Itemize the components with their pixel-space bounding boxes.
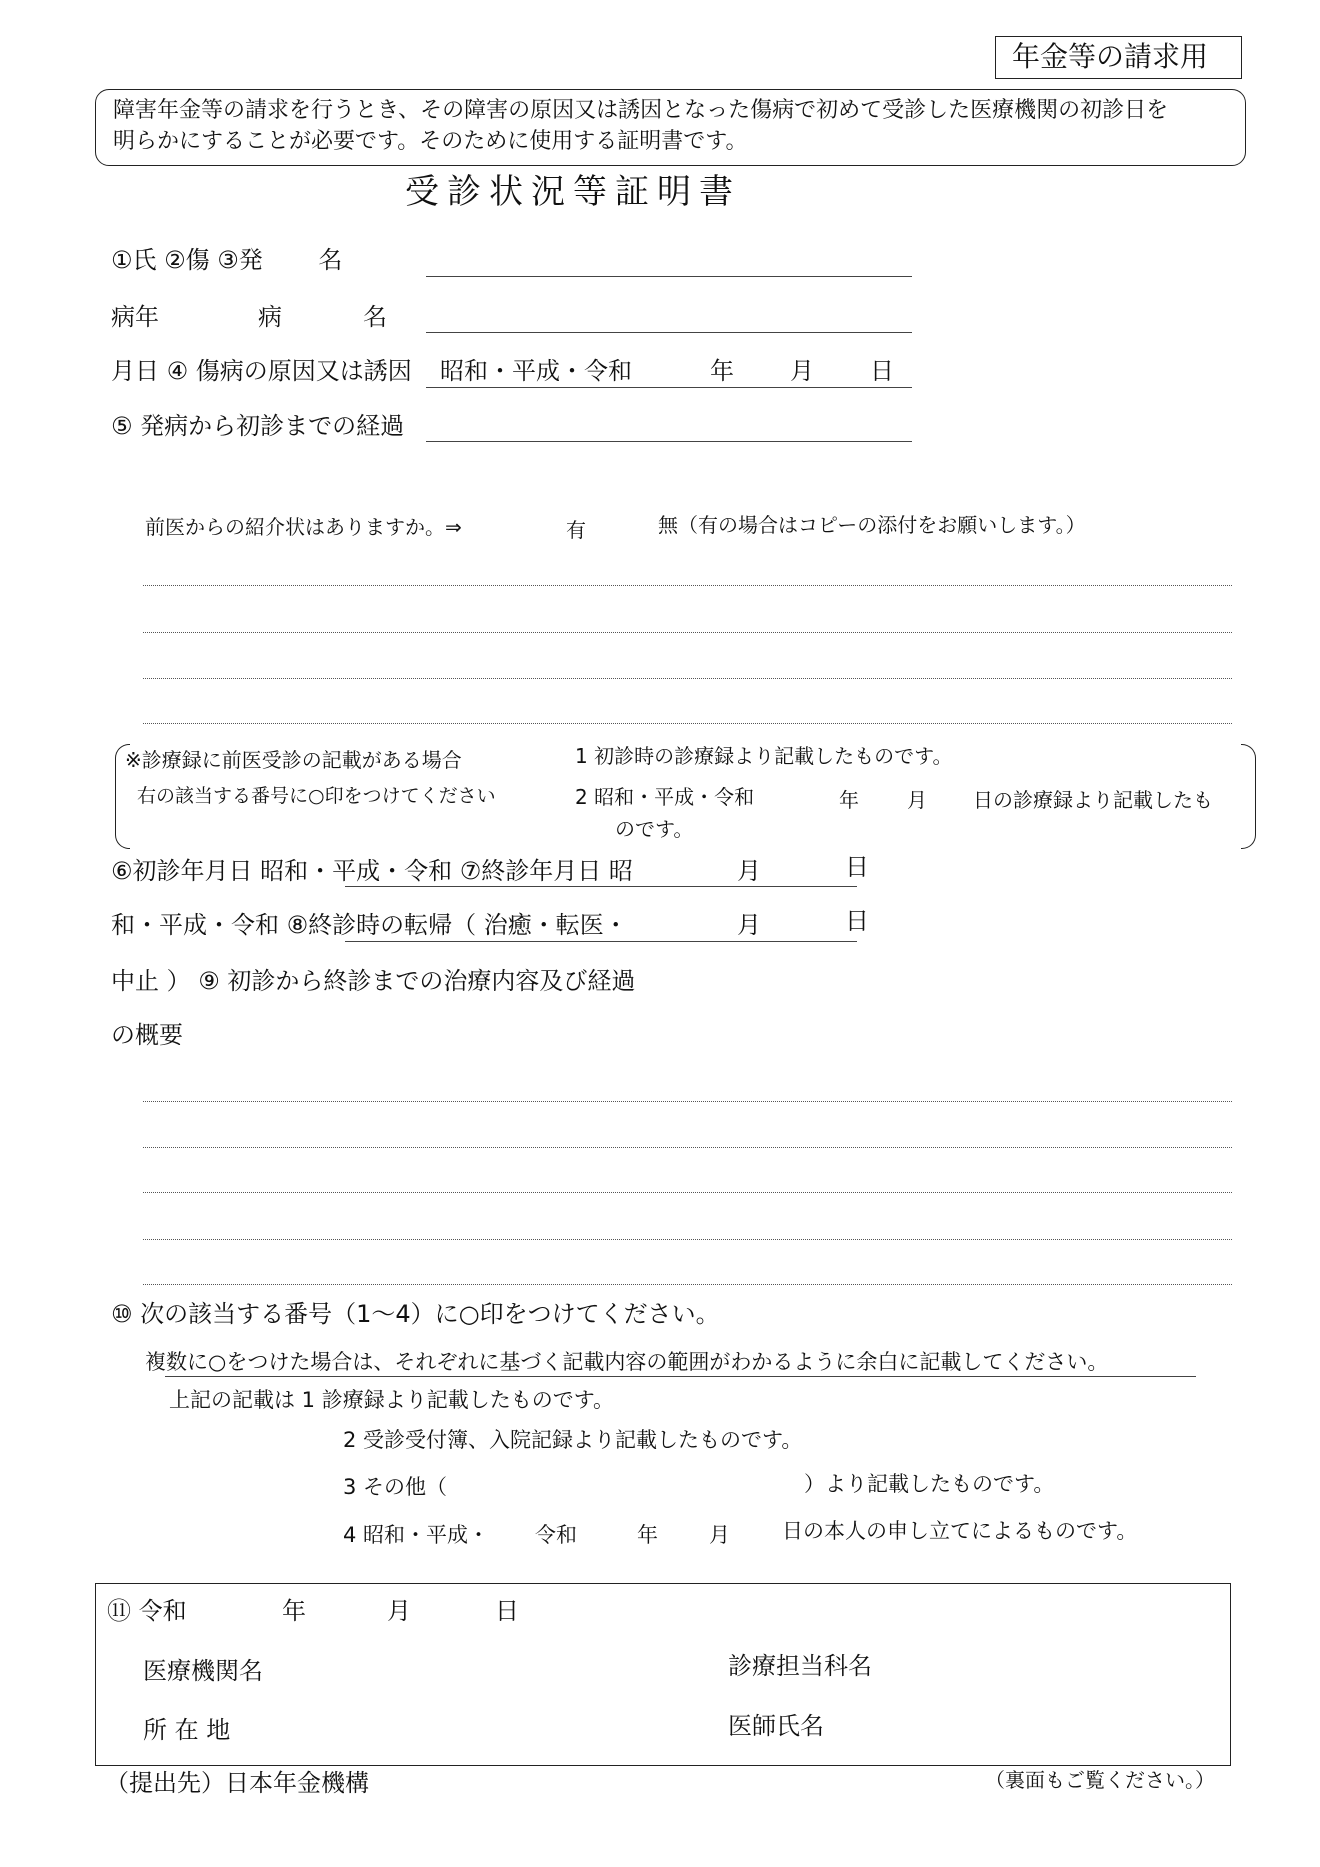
dotted-line[interactable] bbox=[143, 723, 1232, 724]
referral-no[interactable]: 無（有の場合はコピーの添付をお願いします。） bbox=[658, 513, 1086, 537]
row-disease-c: 名 bbox=[363, 303, 387, 331]
referral-yes[interactable]: 有 bbox=[566, 518, 586, 542]
submit-to: （提出先）日本年金機構 bbox=[105, 1769, 369, 1797]
bracket-option-2-month: 月 bbox=[907, 788, 927, 812]
section-10-option-4-year: 年 bbox=[637, 1523, 658, 1547]
dotted-line[interactable] bbox=[143, 1284, 1232, 1285]
cert-doctor-label: 医師氏名 bbox=[728, 1712, 824, 1740]
row-progress-label: ⑤ 発病から初診までの経過 bbox=[111, 412, 405, 440]
see-back-note: （裏面もご覧ください。） bbox=[985, 1768, 1215, 1792]
notice-line-2: 明らかにすることが必要です。そのために使用する証明書です。 bbox=[113, 129, 748, 154]
bracket-note-1: ※診療録に前医受診の記載がある場合 bbox=[125, 748, 462, 772]
dotted-line[interactable] bbox=[143, 1101, 1232, 1102]
section-10-note: 複数に○をつけた場合は、それぞれに基づく記載内容の範囲がわかるように余白に記載してください。 bbox=[145, 1350, 1109, 1374]
section-10-option-1[interactable]: 上記の記載は 1 診療録より記載したものです。 bbox=[169, 1388, 615, 1412]
note-underline bbox=[165, 1376, 1196, 1377]
last-visit-month: 月 bbox=[737, 857, 761, 885]
referral-question: 前医からの紹介状はありますか。⇒ bbox=[145, 515, 462, 539]
row-disease-a: 病年 bbox=[111, 303, 159, 331]
cert-year: 年 bbox=[282, 1597, 306, 1625]
page-title: 受診状況等証明書 bbox=[405, 172, 741, 212]
section-10-option-3[interactable]: 3 その他（ bbox=[343, 1475, 448, 1499]
visit-date-field[interactable] bbox=[345, 886, 857, 887]
bracket-option-1[interactable]: 1 初診時の診療録より記載したものです。 bbox=[575, 744, 953, 768]
dotted-line[interactable] bbox=[143, 1239, 1232, 1240]
bracket-right bbox=[1241, 744, 1256, 849]
outcome-month: 月 bbox=[737, 911, 761, 939]
cert-day: 日 bbox=[495, 1597, 519, 1625]
row-onset-label: 月日 ④ 傷病の原因又は誘因 bbox=[111, 357, 412, 385]
last-visit-day: 日 bbox=[845, 853, 869, 881]
onset-month: 月 bbox=[790, 357, 814, 385]
section-10-option-2[interactable]: 2 受診受付簿、入院記録より記載したものです。 bbox=[343, 1428, 803, 1452]
dotted-line[interactable] bbox=[143, 585, 1232, 586]
onset-date-field[interactable] bbox=[426, 387, 912, 388]
section-10-heading: ⑩ 次の該当する番号（1～4）に○印をつけてください。 bbox=[111, 1300, 720, 1328]
usage-stamp-text: 年金等の請求用 bbox=[1012, 40, 1209, 73]
section-10-option-4-era: 令和 bbox=[535, 1523, 577, 1547]
outcome-day: 日 bbox=[845, 907, 869, 935]
cert-month: 月 bbox=[387, 1597, 411, 1625]
section-10-option-3-tail: ）より記載したものです。 bbox=[804, 1472, 1055, 1496]
onset-era: 昭和・平成・令和 bbox=[440, 357, 632, 385]
bracket-option-2-tail: 日の診療録より記載したも bbox=[973, 788, 1213, 812]
bracket-note-2: 右の該当する番号に○印をつけてください bbox=[137, 785, 496, 807]
row-outcome: 和・平成・令和 ⑧終診時の転帰（ 治癒・転医・ bbox=[111, 911, 628, 939]
cert-date-prefix: ⑪ 令和 bbox=[107, 1597, 187, 1625]
cert-department-label: 診療担当科名 bbox=[728, 1652, 872, 1680]
notice-line-1: 障害年金等の請求を行うとき、その障害の原因又は誘因となった傷病で初めて受診した医療機関の初診日を bbox=[113, 98, 1169, 123]
bracket-option-2-year: 年 bbox=[839, 788, 859, 812]
row-treatment-2: の概要 bbox=[111, 1021, 183, 1049]
disease-field[interactable] bbox=[426, 332, 912, 333]
dotted-line[interactable] bbox=[143, 1192, 1232, 1193]
row-treatment: 中止 ） ⑨ 初診から終診までの治療内容及び経過 bbox=[111, 967, 636, 995]
row-name-label: ①氏 ②傷 ③発 名 bbox=[111, 246, 343, 274]
cert-address-label: 所 在 地 bbox=[143, 1716, 231, 1744]
cert-institution-label: 医療機関名 bbox=[143, 1657, 263, 1685]
name-field[interactable] bbox=[426, 276, 912, 277]
dotted-line[interactable] bbox=[143, 678, 1232, 679]
bracket-option-2-tail2: のです。 bbox=[615, 817, 694, 841]
onset-year: 年 bbox=[710, 357, 734, 385]
row-first-last-visit: ⑥初診年月日 昭和・平成・令和 ⑦終診年月日 昭 bbox=[111, 857, 633, 885]
dotted-line[interactable] bbox=[143, 632, 1232, 633]
row-disease-b: 病 bbox=[258, 303, 282, 331]
progress-field[interactable] bbox=[426, 441, 912, 442]
certification-box bbox=[95, 1583, 1231, 1766]
dotted-line[interactable] bbox=[143, 1147, 1232, 1148]
section-10-option-4[interactable]: 4 昭和・平成・ bbox=[343, 1523, 490, 1547]
onset-day: 日 bbox=[870, 357, 894, 385]
outcome-field[interactable] bbox=[345, 941, 857, 942]
section-10-option-4-month: 月 bbox=[709, 1523, 730, 1547]
section-10-option-4-tail: 日の本人の申し立てによるものです。 bbox=[782, 1519, 1138, 1543]
bracket-option-2[interactable]: 2 昭和・平成・令和 bbox=[575, 785, 755, 809]
